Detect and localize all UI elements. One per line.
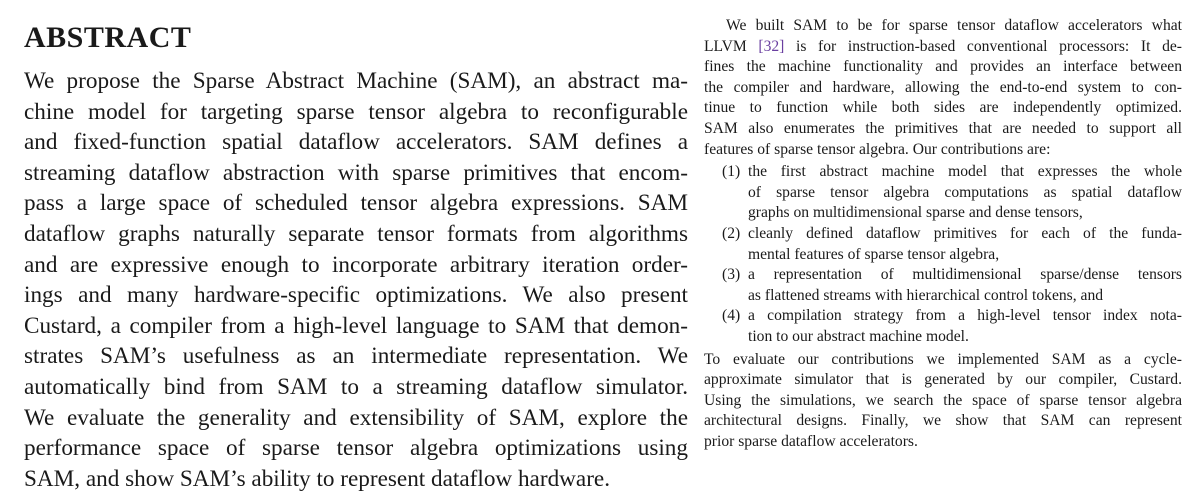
abstract-line: SAM, and show SAM’s ability to represent dataflow hardware. bbox=[24, 465, 611, 492]
intro-text-fragment: LLVM bbox=[704, 37, 759, 55]
citation-link[interactable]: [32] bbox=[758, 37, 785, 55]
abstract-heading: ABSTRACT bbox=[24, 21, 192, 54]
intro-text-fragment: is for instruction-based conventional processors: It de- bbox=[784, 37, 1182, 55]
intro-line-with-citation bbox=[704, 37, 1182, 58]
intro-line: fines the machine functionality and provides an interface between bbox=[704, 58, 1182, 76]
contribution-item bbox=[704, 306, 1182, 347]
contribution-item bbox=[704, 224, 1182, 265]
abstract-line: strates SAM’s usefulness as an intermediate representation. We bbox=[24, 343, 688, 370]
intro-paragraph-2 bbox=[704, 350, 1182, 453]
intro-line: the compiler and hardware, allowing the end-to-end system to con- bbox=[704, 78, 1182, 96]
abstract-line: Custard, a compiler from a high-level language to SAM that demon- bbox=[24, 312, 688, 339]
abstract-line: and are expressive enough to incorporate arbitrary iteration order- bbox=[24, 251, 688, 278]
contribution-line: graphs on multidimensional sparse and dense tensors, bbox=[748, 204, 1083, 222]
abstract-line: performance space of sparse tensor algebra optimizations using bbox=[24, 435, 688, 462]
contribution-line: a representation of multidimensional sparse/dense tensors bbox=[748, 266, 1182, 284]
abstract-text bbox=[24, 66, 688, 494]
contribution-line: as flattened streams with hierarchical control tokens, and bbox=[748, 286, 1104, 304]
intro-line: To evaluate our contributions we implemented SAM as a cycle- bbox=[704, 350, 1182, 368]
intro-paragraph-1 bbox=[704, 16, 1182, 160]
intro-line: tinue to function while both sides are independently optimized. bbox=[704, 99, 1182, 117]
contribution-line: tion to our abstract machine model. bbox=[748, 327, 969, 345]
contribution-item bbox=[704, 162, 1182, 224]
intro-line: We built SAM to be for sparse tensor dataflow accelerators what bbox=[726, 17, 1182, 34]
contribution-line: a compilation strategy from a high-level tensor index nota- bbox=[748, 307, 1182, 325]
contribution-line: of sparse tensor algebra computations as spatial dataflow bbox=[748, 183, 1182, 201]
abstract-line: pass a large space of scheduled tensor algebra expressions. SAM bbox=[24, 190, 688, 217]
abstract-line: dataflow graphs naturally separate tensor formats from algorithms bbox=[24, 220, 688, 247]
abstract-line: automatically bind from SAM to a streaming dataflow simulator. bbox=[24, 373, 688, 400]
abstract-line: streaming dataflow abstraction with sparse primitives that encom- bbox=[24, 159, 688, 186]
abstract-section bbox=[24, 18, 688, 494]
contribution-item bbox=[704, 265, 1182, 306]
contribution-line: cleanly defined dataflow primitives for each of the funda- bbox=[748, 224, 1182, 242]
abstract-line: and fixed-function spatial dataflow accelerators. SAM defines a bbox=[24, 129, 688, 156]
intro-line: features of sparse tensor algebra. Our contributions are: bbox=[704, 140, 1051, 158]
contribution-number: (3) bbox=[722, 266, 741, 284]
contribution-number: (2) bbox=[722, 224, 741, 242]
abstract-line: We evaluate the generality and extensibility of SAM, explore the bbox=[24, 404, 688, 431]
abstract-line: chine model for targeting sparse tensor algebra to reconfigurable bbox=[24, 98, 688, 125]
contribution-line: the first abstract machine model that expresses the whole bbox=[748, 163, 1182, 181]
introduction-excerpt bbox=[704, 16, 1182, 452]
contributions-list bbox=[704, 162, 1182, 347]
abstract-line: ings and many hardware-specific optimizations. We also present bbox=[24, 282, 688, 309]
intro-line: architectural designs. Finally, we show that SAM can represent bbox=[704, 412, 1182, 430]
intro-line: Using the simulations, we search the space of sparse tensor algebra bbox=[704, 391, 1182, 409]
contribution-number: (4) bbox=[722, 307, 741, 325]
intro-line: SAM also enumerates the primitives that are needed to support all bbox=[704, 119, 1182, 137]
contribution-number: (1) bbox=[722, 163, 741, 181]
contribution-line: mental features of sparse tensor algebra, bbox=[748, 245, 1000, 263]
abstract-line: We propose the Sparse Abstract Machine (SAM), an abstract ma- bbox=[24, 68, 688, 94]
intro-line: prior sparse dataflow accelerators. bbox=[704, 432, 918, 450]
intro-line: approximate simulator that is generated by our compiler, Custard. bbox=[704, 371, 1182, 389]
